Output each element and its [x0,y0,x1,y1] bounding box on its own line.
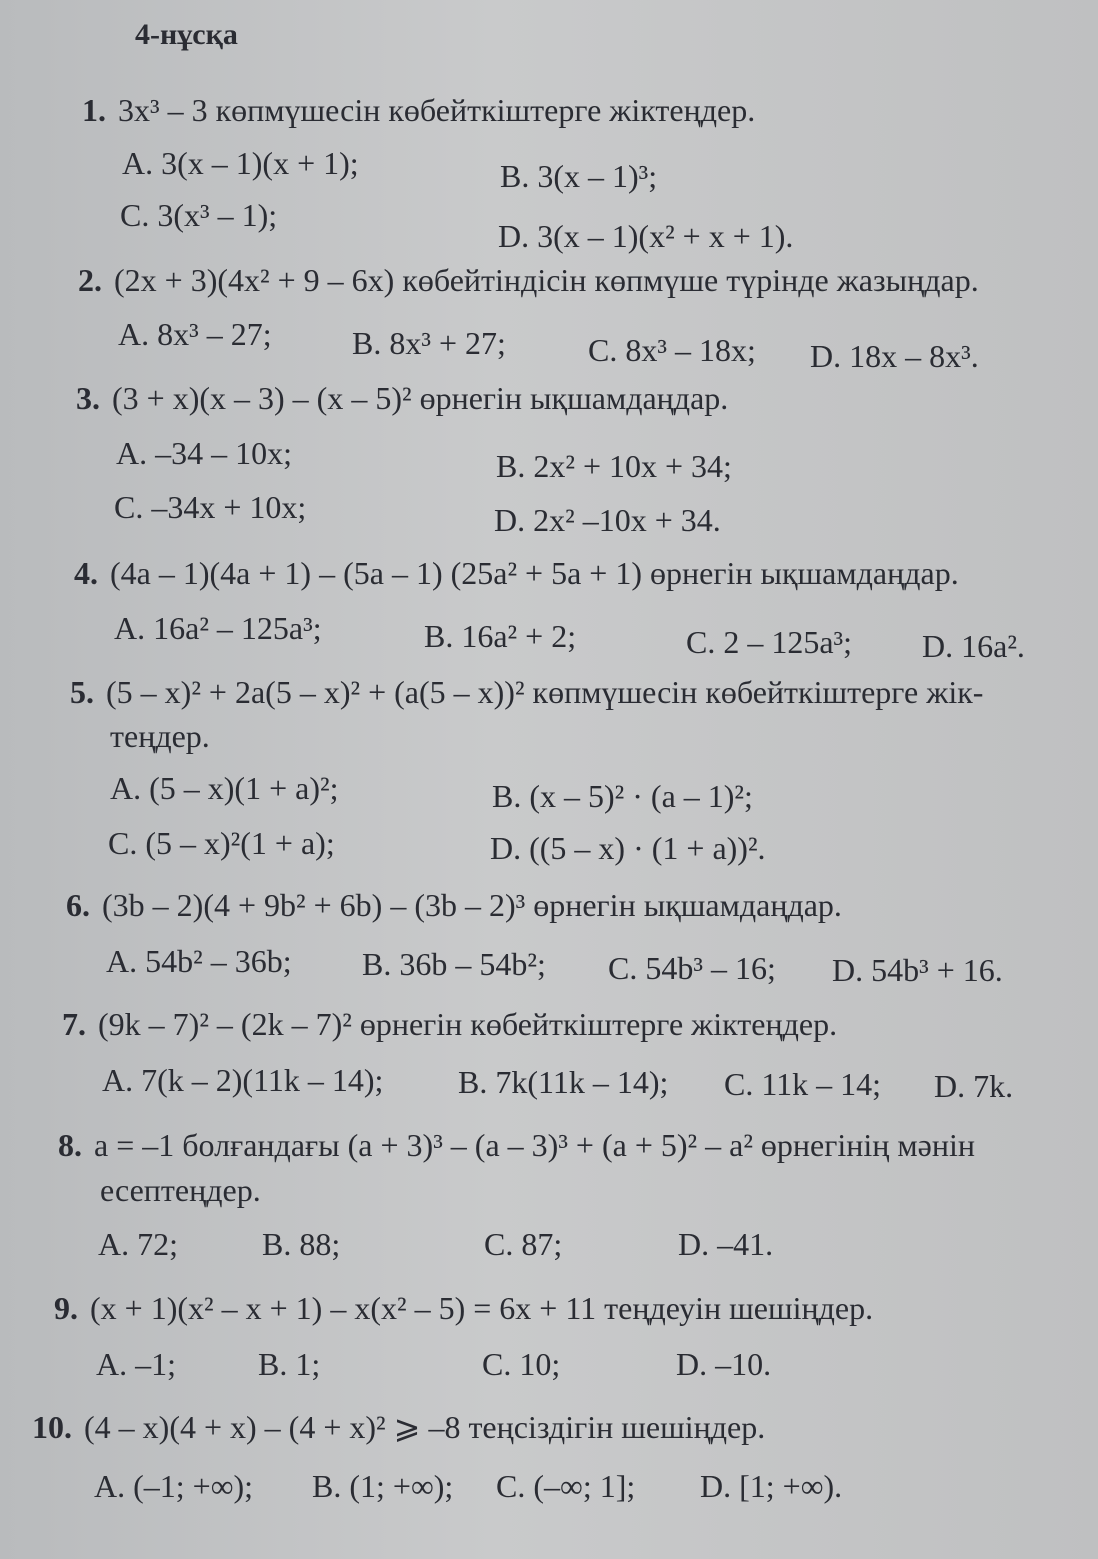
option-b: B. 16a² + 2; [424,618,577,654]
option-a: A. –1; [96,1346,176,1382]
question-text-continuation: есептеңдер. [100,1172,261,1208]
question-number: 7. [62,1006,86,1042]
question-3 [76,380,728,417]
question-number: 3. [76,380,100,416]
option-a: A. (–1; +∞); [94,1468,254,1504]
option-c: C. 54b³ – 16; [608,950,776,986]
question-number: 10. [32,1409,72,1445]
question-text: (2x + 3)(4x² + 9 – 6x) көбейтіндісін көпмүше түрінде жазыңдар. [114,262,979,298]
question-text: 3x³ – 3 көпмүшесін көбейткіштерге жіктеңдер. [118,92,756,128]
option-a: A. 8x³ – 27; [118,316,272,352]
question-text: (3 + x)(x – 3) – (x – 5)² өрнегін ықшамдаңдар. [112,380,729,416]
option-c: C. 87; [484,1226,563,1262]
option-d: D. –41. [678,1226,774,1262]
question-text: a = –1 болғандағы (a + 3)³ – (a – 3)³ + (a + 5)² – a² өрнегінің мәнін [94,1127,975,1163]
option-c: C. 11k – 14; [724,1066,882,1102]
option-d: D. ((5 – x) · (1 + a))². [490,830,766,866]
question-text: (x + 1)(x² – x + 1) – x(x² – 5) = 6x + 11 теңдеуін шешіңдер. [90,1290,874,1326]
question-number: 1. [82,92,106,128]
option-a: A. 16a² – 125a³; [114,610,322,646]
option-c: C. (5 – x)²(1 + a); [108,825,335,861]
option-d: D. 3(x – 1)(x² + x + 1). [498,218,794,254]
question-number: 5. [70,674,94,710]
option-d: D. 54b³ + 16. [832,952,1003,988]
option-b: B. (x – 5)² · (a – 1)²; [492,778,753,814]
question-text-continuation: теңдер. [110,718,210,754]
question-7 [62,1006,837,1043]
question-5 [70,674,983,711]
option-a: A. (5 – x)(1 + a)²; [110,770,339,806]
question-8 [58,1127,975,1164]
option-a: A. 54b² – 36b; [106,943,292,979]
option-a: A. –34 – 10x; [116,435,292,471]
question-number: 9. [54,1290,78,1326]
option-c: C. 2 – 125a³; [686,624,853,660]
option-a: A. 3(x – 1)(x + 1); [122,145,359,181]
question-number: 8. [58,1127,82,1163]
option-b: B. 88; [262,1226,341,1262]
question-1 [82,92,755,129]
option-c: C. 8x³ – 18x; [588,332,756,368]
option-b: B. 7k(11k – 14); [458,1064,669,1100]
question-text: (5 – x)² + 2a(5 – x)² + (a(5 – x))² көпмүшесін көбейткіштерге жік- [106,674,984,710]
option-b: B. 36b – 54b²; [362,946,546,982]
question-text: (9k – 7)² – (2k – 7)² өрнегін көбейткіштерге жіктеңдер. [98,1006,838,1042]
question-9 [54,1290,873,1327]
option-c: C. 10; [482,1346,561,1382]
option-b: B. 1; [258,1346,321,1382]
variant-title: 4-нұсқа [135,18,238,51]
option-c: C. (–∞; 1]; [496,1468,636,1504]
question-text: (4a – 1)(4a + 1) – (5a – 1) (25a² + 5a + 1) өрнегін ықшамдаңдар. [110,555,959,591]
question-number: 2. [78,262,102,298]
option-c: C. –34x + 10x; [114,489,307,525]
option-b: B. 8x³ + 27; [352,325,506,361]
option-d: D. 2x² –10x + 34. [494,502,721,538]
question-text: (3b – 2)(4 + 9b² + 6b) – (3b – 2)³ өрнегін ықшамдаңдар. [102,887,842,923]
option-d: D. 16a². [922,628,1025,664]
option-c: C. 3(x³ – 1); [120,197,278,233]
option-a: A. 72; [98,1226,178,1262]
option-a: A. 7(k – 2)(11k – 14); [102,1062,384,1098]
option-d: D. 7k. [934,1068,1014,1104]
option-b: B. 3(x – 1)³; [500,158,658,194]
question-10 [32,1408,765,1446]
question-text: (4 – x)(4 + x) – (4 + x)² ⩾ –8 теңсіздігін шешіңдер. [84,1409,766,1445]
question-number: 4. [74,555,98,591]
option-d: D. [1; +∞). [700,1468,843,1504]
option-b: B. 2x² + 10x + 34; [496,448,732,484]
question-number: 6. [66,887,90,923]
question-6 [66,887,842,924]
option-b: B. (1; +∞); [312,1468,454,1504]
option-d: D. –10. [676,1346,772,1382]
option-d: D. 18x – 8x³. [810,338,979,374]
question-4 [74,555,959,592]
question-2 [78,262,979,299]
